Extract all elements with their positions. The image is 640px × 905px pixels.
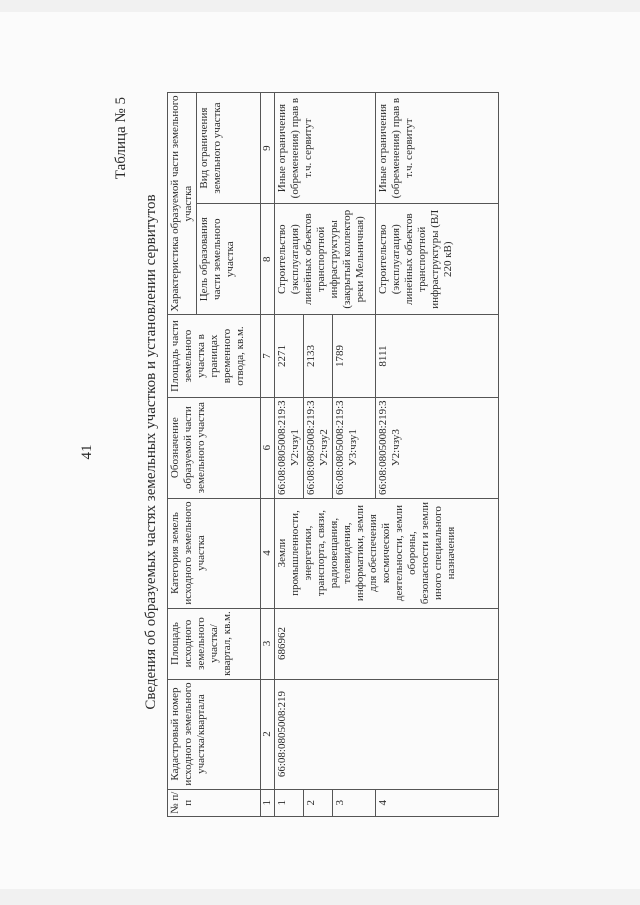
source-area-cell: 686962 (275, 608, 499, 679)
table-row (275, 93, 304, 817)
part-area-cell: 8111 (376, 315, 499, 397)
header-row (168, 93, 197, 817)
row-number: 1 (275, 789, 304, 816)
row-number: 4 (376, 789, 499, 816)
restriction-cell: Иные ограничения (обременения) прав в т.ч. сервитут (275, 93, 376, 204)
header-cell-cadastral: Кадастровый номер исходного земельного участка/квартала (168, 679, 261, 789)
row-number: 3 (333, 789, 376, 816)
page-number: 41 (79, 444, 95, 460)
column-number: 9 (261, 93, 275, 204)
part-area-cell: 1789 (333, 315, 376, 397)
viewer-top-edge (0, 0, 640, 12)
column-number: 2 (261, 679, 275, 789)
table-title: Сведения об образуемых частях земельных участков и установлении сервитутов (143, 194, 159, 710)
column-number: 3 (261, 608, 275, 679)
column-number-row (261, 93, 275, 817)
part-designation-cell: 66:08:0805008:219:ЗУ2:чзу1 (275, 397, 304, 498)
column-number: 8 (261, 204, 275, 315)
rotated-document-sheet (75, 67, 615, 837)
cadastral-number-cell: 66:08:0805008:219 (275, 679, 499, 789)
part-designation-cell: 66:08:0805008:219:ЗУ2:чзу2 (304, 397, 333, 498)
header-cell-restriction: Вид ограничения земельного участка (197, 93, 261, 204)
land-category-cell: Земли промышленности, энергетики, транспорта, связи, радиовещания, телевидения, информатики, земли для обеспечения космической деятельности, земли обороны, безопасности и земли иного специального назначения (275, 498, 499, 608)
header-cell-part-area: Площадь части земельного участка в границах временного отвода, кв.м. (168, 315, 261, 397)
part-designation-cell: 66:08:0805008:219:ЗУ2:чзу3 (376, 397, 499, 498)
header-cell-category: Категория земель исходного земельного участка (168, 498, 261, 608)
header-cell-purpose: Цель образования части земельного участка (197, 204, 261, 315)
header-cell-part-designation: Обозначение образуемой части земельного участка (168, 397, 261, 498)
row-number: 2 (304, 789, 333, 816)
viewer-bottom-edge (0, 889, 640, 905)
part-designation-cell: 66:08:0805008:219:ЗУ3:чзу1 (333, 397, 376, 498)
table-number: Таблица № 5 (113, 97, 129, 180)
purpose-cell: Строительство (эксплуатация) линейных объектов транспортной инфраструктуры (ВЛ 220 кВ) (376, 204, 499, 315)
header-cell-area: Площадь исходного земельного участка/ квартал, кв.м. (168, 608, 261, 679)
column-number: 1 (261, 789, 275, 816)
part-area-cell: 2271 (275, 315, 304, 397)
restriction-cell: Иные ограничения (обременения) прав в т.ч. сервитут (376, 93, 499, 204)
header-cell-number: № п/п (168, 789, 261, 816)
part-area-cell: 2133 (304, 315, 333, 397)
column-number: 6 (261, 397, 275, 498)
header-cell-characteristics: Характеристика образуемой части земельного участка (168, 93, 197, 315)
servitude-table (167, 92, 499, 817)
column-number: 7 (261, 315, 275, 397)
purpose-cell: Строительство (эксплуатация) линейных объектов транспортной инфраструктуры (закрытый коллектор реки Мельничная) (275, 204, 376, 315)
column-number: 4 (261, 498, 275, 608)
